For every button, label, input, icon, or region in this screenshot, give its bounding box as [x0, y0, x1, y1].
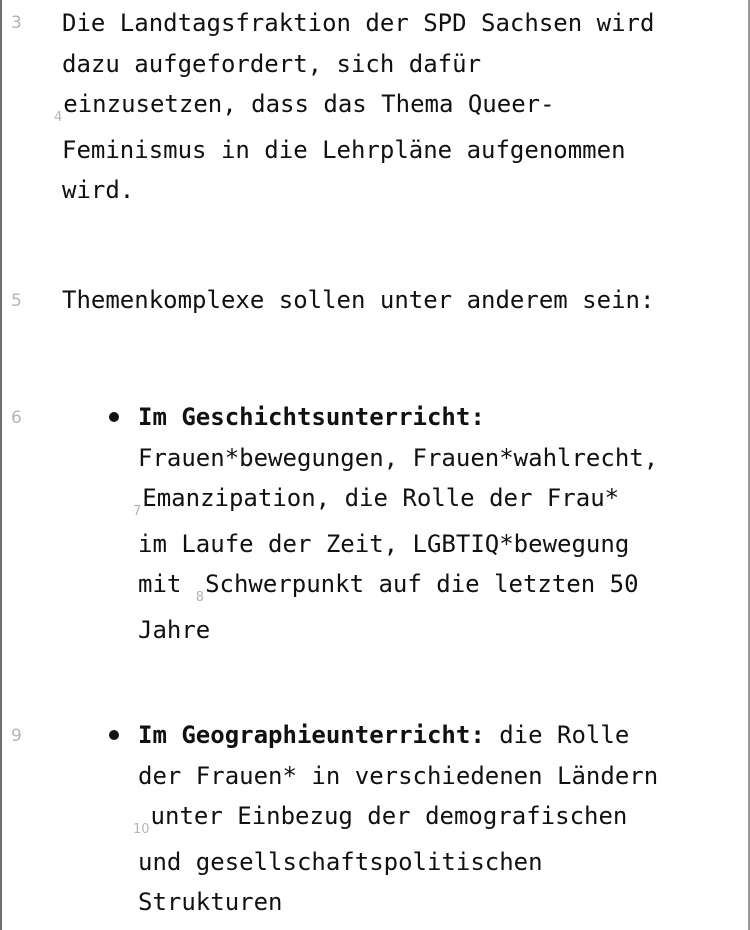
- text-line: im Laufe der Zeit, LGBTIQ*bewegung: [138, 529, 630, 558]
- text-line: [138, 397, 658, 438]
- text-line: Themenkomplexe sollen unter anderem sein:: [62, 286, 655, 314]
- bullet-marker: [109, 730, 119, 740]
- line-number-5: 5: [11, 291, 22, 311]
- text-line: Strukturen: [138, 888, 283, 916]
- text-line: Die Landtagsfraktion der SPD Sachsen wird: [62, 9, 655, 37]
- text-segment: unter Einbezug der demografischen: [150, 802, 628, 830]
- text-line: der Frauen* in verschiedenen Ländern: [138, 761, 659, 790]
- text-line: dazu aufgefordert, sich dafür: [62, 49, 482, 78]
- paragraph-topics-intro: [62, 280, 654, 321]
- text-segment: einzusetzen, dass das Thema Queer-: [63, 90, 555, 118]
- text-line: [138, 564, 658, 610]
- text-line: Frauen*bewegungen, Frauen*wahlrecht,: [138, 443, 659, 472]
- paragraph-motion: [54, 3, 655, 211]
- inline-line-number-8: 8: [195, 590, 205, 605]
- bullet-heading: Im Geschichtsunterricht:: [138, 403, 485, 431]
- inline-line-number-10: 10: [133, 822, 150, 837]
- text-line: Feminismus in die Lehrpläne aufgenommen: [62, 135, 626, 164]
- text-line: [133, 478, 658, 524]
- bullet-heading: Im Geographieunterricht:: [138, 721, 485, 749]
- line-number-3: 3: [11, 13, 22, 33]
- line-number-9: 9: [11, 726, 22, 746]
- text-segment: Emanzipation, die Rolle der Frau*: [142, 484, 620, 512]
- bullet-item-history: [133, 397, 659, 650]
- inline-line-number-7: 7: [133, 504, 142, 519]
- line-number-6: 6: [11, 408, 22, 428]
- bullet-marker: [109, 412, 119, 422]
- text-segment: die Rolle: [484, 721, 630, 749]
- text-segment: mit: [138, 570, 196, 598]
- text-line: [54, 84, 654, 130]
- text-segment: Schwerpunkt auf die letzten 50: [205, 570, 639, 598]
- text-line: Jahre: [138, 615, 211, 644]
- page-frame-left: [0, 0, 2, 930]
- text-line: [133, 796, 658, 842]
- text-line: [138, 715, 658, 756]
- bullet-item-geography: [133, 715, 659, 923]
- text-line: wird.: [62, 176, 135, 204]
- text-line: und gesellschaftspolitischen: [138, 847, 543, 876]
- inline-line-number-4: 4: [54, 110, 63, 125]
